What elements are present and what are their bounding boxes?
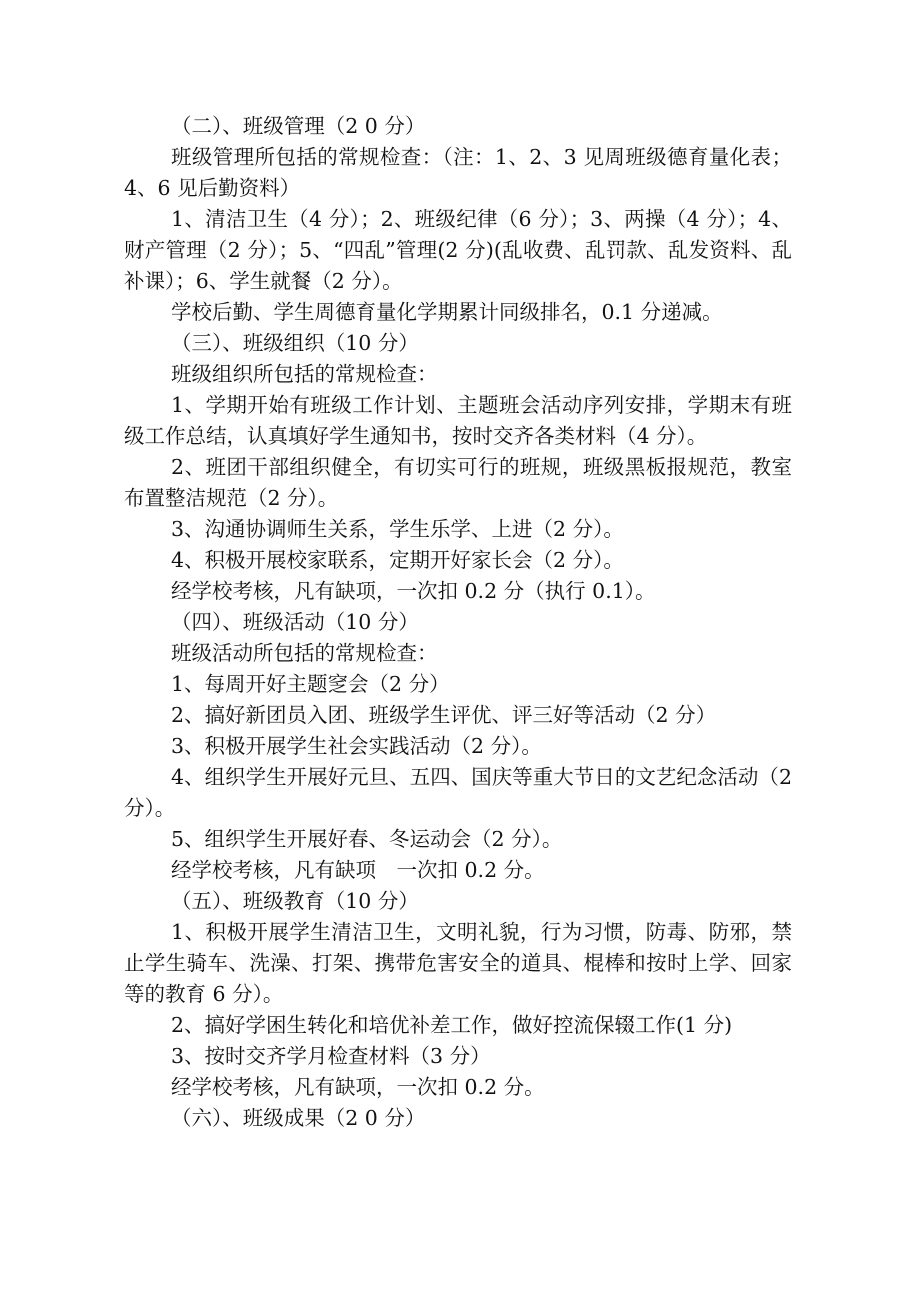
section-heading-class-education: （五）、班级教育（10 分）: [171, 889, 419, 913]
paragraph-organization-checks: 班级组织所包括的常规检查：: [171, 362, 438, 386]
paragraph-activities-deduction: 经学校考核，凡有缺项 一次扣 0.2 分。: [171, 858, 545, 882]
section-heading-class-results: （六）、班级成果（2 0 分）: [171, 1106, 426, 1130]
section-heading-class-activities: （四）、班级活动（10 分）: [171, 610, 419, 634]
paragraph-activities-item-2: 2、搞好新团员入团、班级学生评优、评三好等活动（2 分）: [171, 703, 717, 727]
paragraph-organization-item-1: 1、学期开始有班级工作计划、主题班会活动序列安排，学期末有班级工作总结，认真填好学生通知书，按时交齐各类材料（4 分）。: [124, 393, 792, 448]
paragraph-management-ranking: 学校后勤、学生周德育量化学期累计同级排名，0.1 分递减。: [171, 300, 723, 324]
section-heading-class-management: （二）、班级管理（2 0 分）: [171, 114, 426, 138]
paragraph-education-item-1: 1、积极开展学生清洁卫生，文明礼貌，行为习惯，防毒、防邪，禁止学生骑车、洗澡、打架、携带危害安全的道具、棍棒和按时上学、回家等的教育 6 分）。: [124, 920, 792, 1006]
paragraph-education-item-2: 2、搞好学困生转化和培优补差工作，做好控流保辍工作(1 分): [171, 1013, 733, 1037]
paragraph-management-items: 1、清洁卫生（4 分）；2、班级纪律（6 分）；3、两操（4 分）；4、财产管理（2 分）；5、“四乱”管理(2 分)(乱收费、乱罚款、乱发资料、乱补课）；6、学生就餐（2 分）。: [124, 207, 792, 293]
paragraph-activities-item-4: 4、组织学生开展好元旦、五四、国庆等重大节日的文艺纪念活动（2 分）。: [124, 765, 792, 820]
document-body: [124, 111, 792, 1134]
paragraph-organization-item-3: 3、沟通协调师生关系，学生乐学、上进（2 分）。: [171, 517, 624, 541]
paragraph-activities-item-1: 1、每周开好主题窆会（2 分）: [171, 672, 450, 696]
paragraph-activities-item-3: 3、积极开展学生社会实践活动（2 分）。: [171, 734, 542, 758]
paragraph-activities-item-5: 5、组织学生开展好春、冬运动会（2 分）。: [171, 827, 563, 851]
paragraph-education-deduction: 经学校考核，凡有缺项，一次扣 0.2 分。: [171, 1075, 545, 1099]
paragraph-management-checks: 班级管理所包括的常规检查：（注：1、2、3 见周班级德育量化表；4、6 见后勤资料）: [124, 145, 792, 200]
paragraph-organization-deduction: 经学校考核，凡有缺项，一次扣 0.2 分（执行 0.1）。: [171, 579, 656, 603]
section-heading-class-organization: （三）、班级组织（10 分）: [171, 331, 419, 355]
paragraph-organization-item-4: 4、积极开展校家联系，定期开好家长会（2 分）。: [171, 548, 624, 572]
paragraph-organization-item-2: 2、班团干部组织健全，有切实可行的班规，班级黑板报规范，教室布置整洁规范（2 分）。: [124, 455, 792, 510]
paragraph-education-item-3: 3、按时交齐学月检查材料（3 分）: [171, 1044, 491, 1068]
paragraph-activities-checks: 班级活动所包括的常规检查：: [171, 641, 438, 665]
